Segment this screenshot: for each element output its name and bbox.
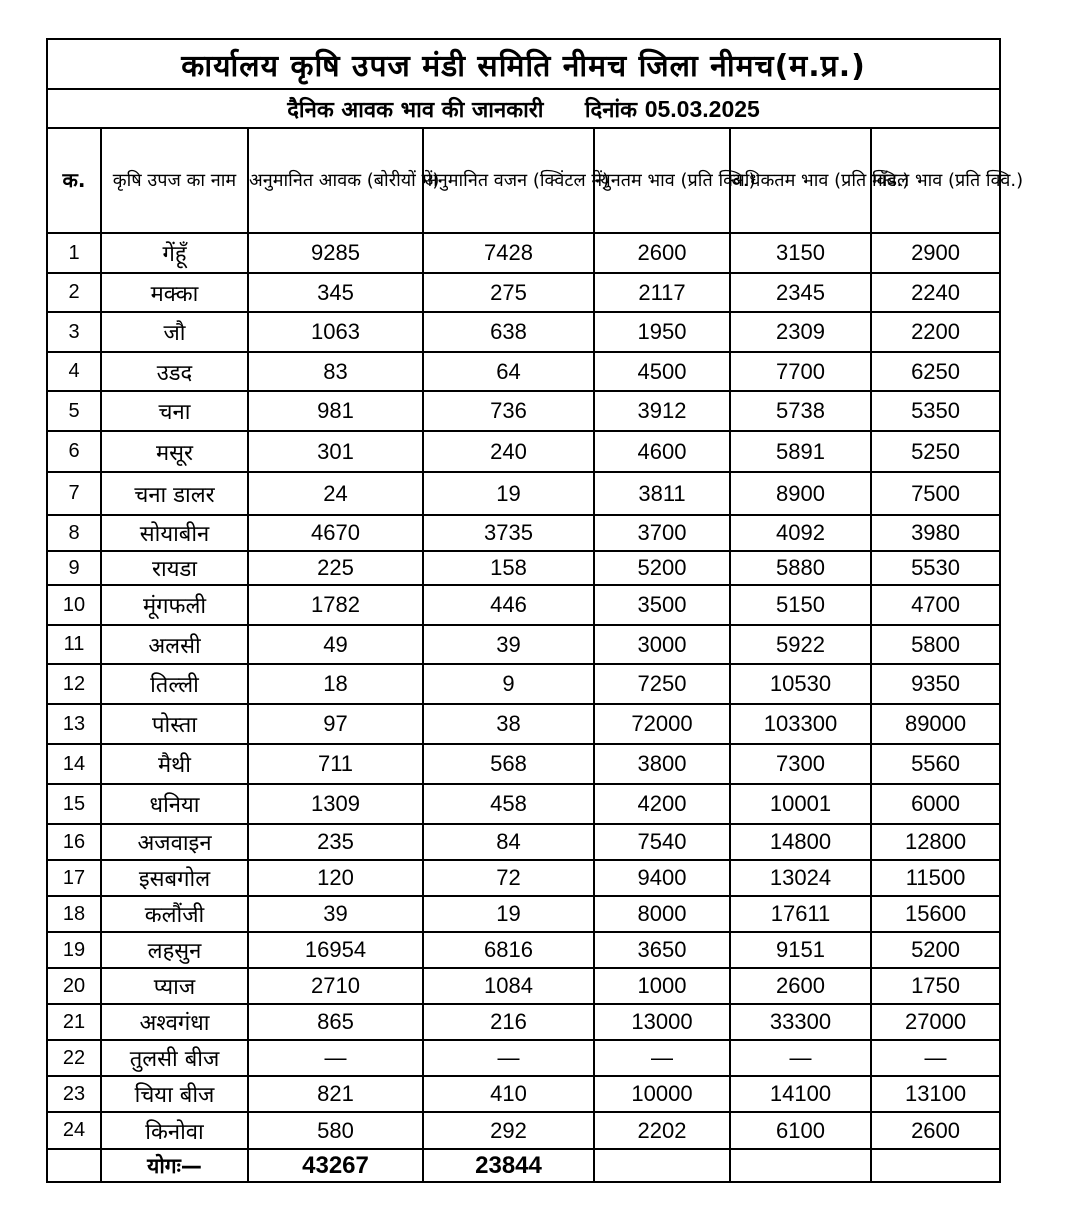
modal-price-cell: 12800 <box>871 824 1000 860</box>
sn-cell: 11 <box>47 625 101 664</box>
max-price-cell: 5922 <box>730 625 871 664</box>
table-row <box>47 860 1000 896</box>
weight-quintal-cell: 1084 <box>423 968 594 1004</box>
max-price-cell: 9151 <box>730 932 871 968</box>
header-arrival-bags: अनुमानित आवक (बोरीयों में) <box>248 128 423 233</box>
table-row <box>47 352 1000 391</box>
max-price-cell: 10530 <box>730 664 871 704</box>
arrival-bags-cell: 83 <box>248 352 423 391</box>
max-price-cell: 103300 <box>730 704 871 744</box>
arrival-bags-cell: 24 <box>248 472 423 515</box>
sn-cell: 3 <box>47 312 101 352</box>
weight-quintal-cell: 64 <box>423 352 594 391</box>
crop-name-cell: चना <box>101 391 248 431</box>
crop-name-cell: रायडा <box>101 551 248 585</box>
arrival-bags-cell: 981 <box>248 391 423 431</box>
modal-price-cell: 5800 <box>871 625 1000 664</box>
crop-name-cell: अश्वगंधा <box>101 1004 248 1040</box>
weight-quintal-cell: 7428 <box>423 233 594 273</box>
sn-cell: 7 <box>47 472 101 515</box>
office-title: कार्यालय कृषि उपज मंडी समिति नीमच जिला नीमच(म.प्र.) <box>47 39 1000 89</box>
weight-quintal-cell: 275 <box>423 273 594 312</box>
min-price-cell: 3000 <box>594 625 730 664</box>
min-price-cell: 2117 <box>594 273 730 312</box>
header-max-price: अधिकतम भाव (प्रति क्वि.) <box>730 128 871 233</box>
table-row <box>47 1112 1000 1149</box>
weight-quintal-cell: 84 <box>423 824 594 860</box>
min-price-cell: 4500 <box>594 352 730 391</box>
max-price-cell: 14800 <box>730 824 871 860</box>
max-price-cell: 33300 <box>730 1004 871 1040</box>
modal-price-cell: 5530 <box>871 551 1000 585</box>
arrival-bags-cell: 97 <box>248 704 423 744</box>
weight-quintal-cell: 19 <box>423 472 594 515</box>
sn-cell: 9 <box>47 551 101 585</box>
crop-name-cell: इसबगोल <box>101 860 248 896</box>
arrival-bags-cell: 1309 <box>248 784 423 824</box>
weight-quintal-cell: 568 <box>423 744 594 784</box>
weight-quintal-cell: 240 <box>423 431 594 472</box>
min-price-cell: 8000 <box>594 896 730 932</box>
max-price-cell: 5738 <box>730 391 871 431</box>
header-modal-price: मॉडल भाव (प्रति क्वि.) <box>871 128 1000 233</box>
modal-price-cell: 89000 <box>871 704 1000 744</box>
crop-name-cell: जौ <box>101 312 248 352</box>
min-price-cell: 13000 <box>594 1004 730 1040</box>
table-row <box>47 704 1000 744</box>
max-price-cell: 6100 <box>730 1112 871 1149</box>
table-row <box>47 551 1000 585</box>
min-price-cell: 9400 <box>594 860 730 896</box>
max-price-cell: 10001 <box>730 784 871 824</box>
min-price-cell: 1000 <box>594 968 730 1004</box>
min-price-cell: 7250 <box>594 664 730 704</box>
min-price-cell: 10000 <box>594 1076 730 1112</box>
max-price-cell: 3150 <box>730 233 871 273</box>
min-price-cell: 4200 <box>594 784 730 824</box>
modal-price-cell: 7500 <box>871 472 1000 515</box>
max-price-cell: 13024 <box>730 860 871 896</box>
min-price-cell: 3800 <box>594 744 730 784</box>
sn-cell: 6 <box>47 431 101 472</box>
table-row <box>47 896 1000 932</box>
sn-cell: 10 <box>47 585 101 625</box>
min-price-cell: 3912 <box>594 391 730 431</box>
min-price-cell: 3700 <box>594 515 730 551</box>
modal-price-cell: 5250 <box>871 431 1000 472</box>
weight-quintal-cell: 410 <box>423 1076 594 1112</box>
table-row <box>47 932 1000 968</box>
max-price-cell: 4092 <box>730 515 871 551</box>
crop-name-cell: मूंगफली <box>101 585 248 625</box>
modal-price-cell: 11500 <box>871 860 1000 896</box>
min-price-cell: 3650 <box>594 932 730 968</box>
arrival-bags-cell: 711 <box>248 744 423 784</box>
min-price-cell: 4600 <box>594 431 730 472</box>
report-title: दैनिक आवक भाव की जानकारी <box>287 97 544 123</box>
crop-name-cell: अलसी <box>101 625 248 664</box>
crop-name-cell: चना डालर <box>101 472 248 515</box>
modal-price-cell: 6250 <box>871 352 1000 391</box>
max-price-cell: 5891 <box>730 431 871 472</box>
arrival-bags-cell: 18 <box>248 664 423 704</box>
crop-name-cell: धनिया <box>101 784 248 824</box>
weight-quintal-cell: 446 <box>423 585 594 625</box>
sn-cell: 20 <box>47 968 101 1004</box>
mandi-rates-table <box>46 38 1024 1183</box>
modal-price-cell: 9350 <box>871 664 1000 704</box>
sn-cell: 23 <box>47 1076 101 1112</box>
total-sn <box>47 1149 101 1182</box>
max-price-cell: 7300 <box>730 744 871 784</box>
table-row <box>47 1076 1000 1112</box>
column-header-row <box>47 128 1000 233</box>
total-row <box>47 1149 1000 1182</box>
table-row <box>47 391 1000 431</box>
weight-quintal-cell: 458 <box>423 784 594 824</box>
modal-price-cell: 6000 <box>871 784 1000 824</box>
arrival-bags-cell: 821 <box>248 1076 423 1112</box>
modal-price-cell: 13100 <box>871 1076 1000 1112</box>
arrival-bags-cell: 580 <box>248 1112 423 1149</box>
max-price-cell: 5880 <box>730 551 871 585</box>
arrival-bags-cell: — <box>248 1040 423 1076</box>
sn-cell: 12 <box>47 664 101 704</box>
max-price-cell: — <box>730 1040 871 1076</box>
crop-name-cell: गेंहूँ <box>101 233 248 273</box>
sn-cell: 4 <box>47 352 101 391</box>
min-price-cell: 2202 <box>594 1112 730 1149</box>
modal-price-cell: 4700 <box>871 585 1000 625</box>
crop-name-cell: मैथी <box>101 744 248 784</box>
arrival-bags-cell: 2710 <box>248 968 423 1004</box>
min-price-cell: 7540 <box>594 824 730 860</box>
crop-name-cell: किनोवा <box>101 1112 248 1149</box>
header-crop: कृषि उपज का नाम <box>101 128 248 233</box>
weight-quintal-cell: 216 <box>423 1004 594 1040</box>
arrival-bags-cell: 301 <box>248 431 423 472</box>
crop-name-cell: मक्का <box>101 273 248 312</box>
max-price-cell: 5150 <box>730 585 871 625</box>
table-row <box>47 824 1000 860</box>
min-price-cell: — <box>594 1040 730 1076</box>
table-row <box>47 472 1000 515</box>
sn-cell: 22 <box>47 1040 101 1076</box>
weight-quintal-cell: 292 <box>423 1112 594 1149</box>
sn-cell: 8 <box>47 515 101 551</box>
arrival-bags-cell: 1782 <box>248 585 423 625</box>
weight-quintal-cell: 72 <box>423 860 594 896</box>
table-row <box>47 664 1000 704</box>
modal-price-cell: — <box>871 1040 1000 1076</box>
header-weight-quintal: अनुमानित वजन (क्विंटल में) <box>423 128 594 233</box>
arrival-bags-cell: 4670 <box>248 515 423 551</box>
max-price-cell: 2345 <box>730 273 871 312</box>
total-label: योगः— <box>101 1149 248 1182</box>
weight-quintal-cell: 9 <box>423 664 594 704</box>
table-row <box>47 784 1000 824</box>
total-weight: 23844 <box>423 1149 594 1182</box>
sn-cell: 17 <box>47 860 101 896</box>
min-price-cell: 1950 <box>594 312 730 352</box>
arrival-bags-cell: 1063 <box>248 312 423 352</box>
table-row <box>47 1040 1000 1076</box>
modal-price-cell: 5200 <box>871 932 1000 968</box>
weight-quintal-cell: 158 <box>423 551 594 585</box>
total-bags: 43267 <box>248 1149 423 1182</box>
max-price-cell: 2309 <box>730 312 871 352</box>
sn-cell: 2 <box>47 273 101 312</box>
min-price-cell: 3811 <box>594 472 730 515</box>
crop-name-cell: पोस्ता <box>101 704 248 744</box>
table-row <box>47 625 1000 664</box>
max-price-cell: 14100 <box>730 1076 871 1112</box>
table-row <box>47 273 1000 312</box>
modal-price-cell: 1750 <box>871 968 1000 1004</box>
sn-cell: 21 <box>47 1004 101 1040</box>
arrival-bags-cell: 39 <box>248 896 423 932</box>
modal-price-cell: 15600 <box>871 896 1000 932</box>
table-row <box>47 1004 1000 1040</box>
min-price-cell: 2600 <box>594 233 730 273</box>
sn-cell: 18 <box>47 896 101 932</box>
sn-cell: 16 <box>47 824 101 860</box>
table-row <box>47 312 1000 352</box>
crop-name-cell: उडद <box>101 352 248 391</box>
sn-cell: 5 <box>47 391 101 431</box>
modal-price-cell: 2240 <box>871 273 1000 312</box>
arrival-bags-cell: 235 <box>248 824 423 860</box>
total-modal <box>871 1149 1000 1182</box>
weight-quintal-cell: 19 <box>423 896 594 932</box>
crop-name-cell: प्याज <box>101 968 248 1004</box>
sn-cell: 19 <box>47 932 101 968</box>
max-price-cell: 2600 <box>730 968 871 1004</box>
weight-quintal-cell: 6816 <box>423 932 594 968</box>
modal-price-cell: 5350 <box>871 391 1000 431</box>
total-max <box>730 1149 871 1182</box>
sn-cell: 13 <box>47 704 101 744</box>
sn-cell: 24 <box>47 1112 101 1149</box>
arrival-bags-cell: 16954 <box>248 932 423 968</box>
report-subtitle <box>47 89 1000 128</box>
crop-name-cell: मसूर <box>101 431 248 472</box>
report-date: 05.03.2025 <box>644 95 760 122</box>
arrival-bags-cell: 345 <box>248 273 423 312</box>
modal-price-cell: 5560 <box>871 744 1000 784</box>
arrival-bags-cell: 120 <box>248 860 423 896</box>
max-price-cell: 17611 <box>730 896 871 932</box>
arrival-bags-cell: 225 <box>248 551 423 585</box>
max-price-cell: 8900 <box>730 472 871 515</box>
crop-name-cell: सोयाबीन <box>101 515 248 551</box>
table-row <box>47 968 1000 1004</box>
sn-cell: 1 <box>47 233 101 273</box>
weight-quintal-cell: 39 <box>423 625 594 664</box>
weight-quintal-cell: 3735 <box>423 515 594 551</box>
arrival-bags-cell: 865 <box>248 1004 423 1040</box>
max-price-cell: 7700 <box>730 352 871 391</box>
crop-name-cell: लहसुन <box>101 932 248 968</box>
crop-name-cell: कलौंजी <box>101 896 248 932</box>
modal-price-cell: 27000 <box>871 1004 1000 1040</box>
table-row <box>47 233 1000 273</box>
modal-price-cell: 2600 <box>871 1112 1000 1149</box>
modal-price-cell: 2900 <box>871 233 1000 273</box>
total-min <box>594 1149 730 1182</box>
table-row <box>47 585 1000 625</box>
table-row <box>47 515 1000 551</box>
weight-quintal-cell: 38 <box>423 704 594 744</box>
crop-name-cell: अजवाइन <box>101 824 248 860</box>
min-price-cell: 5200 <box>594 551 730 585</box>
header-sn: क. <box>47 128 101 233</box>
weight-quintal-cell: — <box>423 1040 594 1076</box>
modal-price-cell: 3980 <box>871 515 1000 551</box>
crop-name-cell: चिया बीज <box>101 1076 248 1112</box>
date-label: दिनांक <box>584 97 638 123</box>
weight-quintal-cell: 736 <box>423 391 594 431</box>
arrival-bags-cell: 49 <box>248 625 423 664</box>
crop-name-cell: तुलसी बीज <box>101 1040 248 1076</box>
table-row <box>47 431 1000 472</box>
sn-cell: 14 <box>47 744 101 784</box>
modal-price-cell: 2200 <box>871 312 1000 352</box>
table-row <box>47 744 1000 784</box>
sn-cell: 15 <box>47 784 101 824</box>
header-min-price: न्युनतम भाव (प्रति क्वि.) <box>594 128 730 233</box>
crop-name-cell: तिल्ली <box>101 664 248 704</box>
min-price-cell: 3500 <box>594 585 730 625</box>
weight-quintal-cell: 638 <box>423 312 594 352</box>
arrival-bags-cell: 9285 <box>248 233 423 273</box>
min-price-cell: 72000 <box>594 704 730 744</box>
